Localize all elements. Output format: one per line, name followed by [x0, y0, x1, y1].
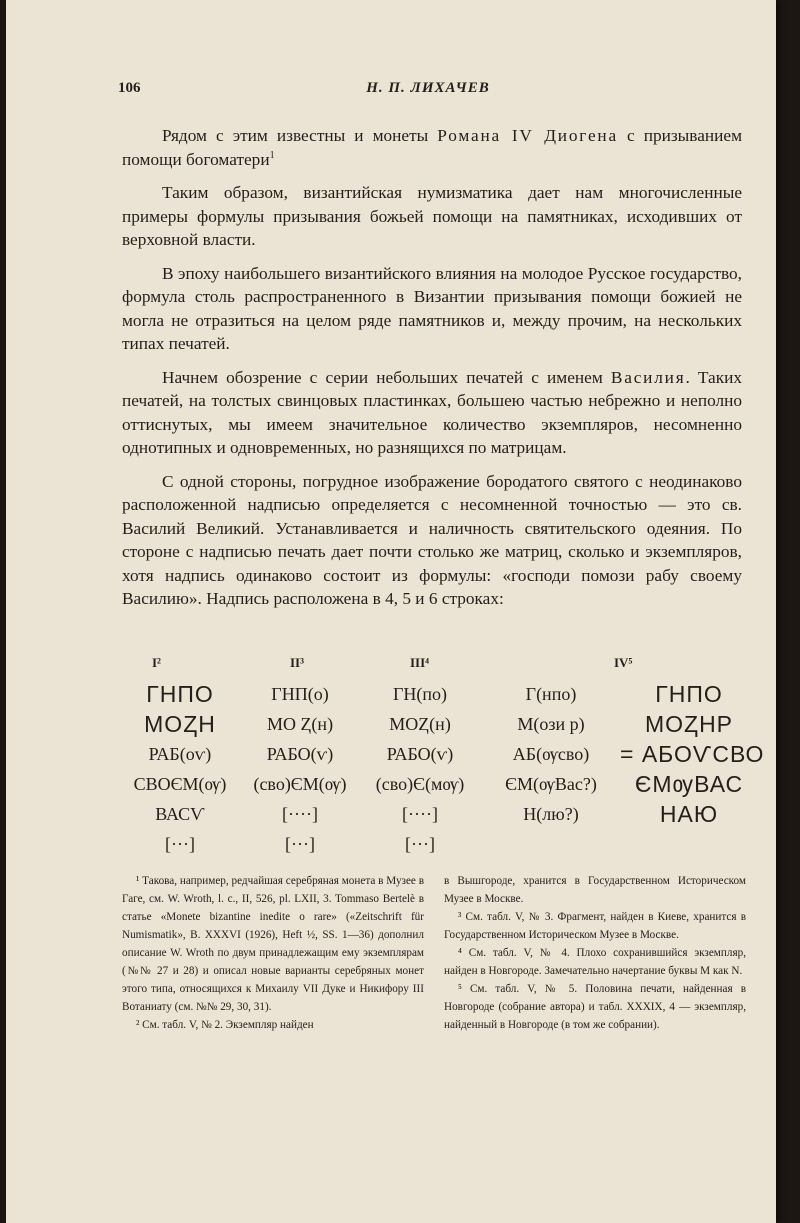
- footnote-3: ³ См. табл. V, № 3. Фрагмент, найден в Киеве, хранится в Государственном Историческом Музее в Москве.: [444, 911, 746, 941]
- inscription-line: МОⱫН: [144, 711, 216, 737]
- inscription-line: [···]: [285, 834, 315, 854]
- footnote-4: ⁴ См. табл. V, № 4. Плохо сохранившийся экземпляр, найден в Новгороде. Замечательно начертание буквы М как N.: [444, 947, 746, 977]
- paragraph-1: [122, 124, 742, 171]
- footnote-2: ² См. табл. V, № 2. Экземпляр найден: [136, 1019, 314, 1031]
- book-page: [6, 0, 776, 1223]
- footnotes-right-column: [444, 872, 746, 1034]
- inscription-line: СВОЄМ(ѹ): [133, 774, 227, 794]
- inscription-line: МОⱫ(н): [389, 714, 451, 734]
- inscription-line: РАБО(ѵ): [386, 744, 454, 764]
- inscription-line: МО Ⱬ(н): [266, 714, 334, 734]
- paragraph-1-text: Рядом с этим известны и монеты: [162, 126, 438, 145]
- inscription-line: ЄМ(ѹВас?): [505, 774, 597, 794]
- footnote-1: ¹ Такова, например, редчайшая серебряная монета в Музее в Гаге, см. W. Wroth, l. c., II, 526, pl. LXII, 3. Tommaso Bertelè в статье «Monete bizantine inedite o rare» («Zeitschrift für Numismatik», B. XXXVI (1926), Heft ½, SS. 1—36) дополнил описание W. Wroth по двум принадлежащим ему экземплярам (№№ 27 и 28) и описал новые варианты серебряных монет этого типа, относящихся к Михаилу VII Дуке и Никифору III Вотаниату (см. №№ 29, 30, 31).: [122, 875, 424, 1013]
- inscription-line: Н(лю?): [523, 804, 579, 824]
- footnote-5: ⁵ См. табл. V, № 5. Половина печати, найденная в Новгороде (собрание автора) и табл. XXXIX, 4 — экземпляр, найденный в Новгороде (в том же собрании).: [444, 983, 746, 1031]
- column-header-4: IV⁵: [614, 655, 633, 670]
- main-text: [122, 124, 742, 621]
- inscription-column-4b: [620, 679, 765, 829]
- inscription-line: ЄМѹВАС: [634, 771, 744, 797]
- inscription-line: ГНПО: [146, 681, 214, 707]
- column-header-2: II³: [290, 655, 305, 670]
- inscription-line: АБ(ѹсво): [512, 744, 590, 764]
- inscription-line: [····]: [402, 804, 438, 824]
- paragraph-1-text-end: с призыванием помощи богоматери: [122, 126, 743, 169]
- inscription-line: НАЮ: [659, 801, 719, 827]
- inscription-line: РАБО(ѵ): [266, 744, 334, 764]
- inscription-table: [122, 655, 765, 855]
- emphasized-name: Василия: [610, 367, 686, 387]
- inscription-line: [···]: [405, 834, 435, 854]
- inscription-column-2: [242, 679, 358, 859]
- inscription-line: РАБ(оѵ): [148, 744, 212, 764]
- footnote-2-continued: в Вышгороде, хранится в Государственном Историческом Музее в Москве.: [444, 875, 746, 905]
- inscription-line: ГНП(о): [271, 684, 329, 704]
- inscription-line: М(ози р): [517, 714, 585, 734]
- footnotes-left-column: [122, 872, 424, 1034]
- page-header: [118, 80, 738, 104]
- inscription-line: (сво)ЄМ(ѹ): [253, 774, 347, 794]
- inscription-column-3: [362, 679, 478, 859]
- inscription-line: Г(нпо): [525, 684, 577, 704]
- paragraph-3: В эпоху наибольшего византийского влияния на молодое Русское государство, формула столь распространенного в Византии призывания помощи божией не могла не отразиться на целом ряде памятников и, между прочим, на нескольких типах печатей.: [122, 263, 742, 353]
- page-number: 106: [118, 80, 141, 96]
- paragraph-5: С одной стороны, погрудное изображение бородатого святого с неодинаково расположенной надписью определяется с несомненной точностью — это св. Василий Великий. Устанавливается и наличность святительского одеяния. По стороне с надписью печать дает почти столько же матриц, сколько и экземпляров, хотя надпись одинаково состоит из формулы: «господи помози рабу своему Василию». Надпись расположена в 4, 5 и 6 строках:: [122, 471, 742, 608]
- column-header-1: I²: [152, 655, 161, 670]
- inscription-line: ВАСѴ: [155, 804, 205, 824]
- footnote-ref-1: 1: [269, 149, 275, 161]
- running-title: Н. П. ЛИХАЧЕВ: [366, 80, 490, 96]
- inscription-line: [···]: [165, 834, 195, 854]
- inscription-column-1: [122, 679, 238, 859]
- inscription-line: = АБОѴСВО: [620, 741, 765, 767]
- inscription-column-4a: [486, 679, 616, 829]
- paragraph-2: Таким образом, византийская нумизматика дает нам многочисленные примеры формулы призывания божьей помощи на памятниках, исходивших от верховной власти.: [122, 183, 742, 249]
- inscription-line: ГН(по): [392, 684, 448, 704]
- emphasized-name: Романа IV Диогена: [437, 126, 618, 145]
- inscription-line: МОⱫНР: [644, 711, 734, 737]
- inscription-line: ГНПО: [655, 681, 723, 707]
- column-header-3: III⁴: [410, 655, 430, 670]
- paragraph-4: [122, 366, 742, 460]
- paragraph-4-text: Начнем обозрение с серии небольших печатей с именем: [162, 367, 611, 387]
- inscription-line: [····]: [282, 804, 318, 824]
- paragraph-4-text-end: . Таких печатей, на толстых свинцовых пластинках, большею частью небрежно и неполно оттиснутых, мы имеем значительное количество экземпляров, несомненно однотипных и одновременных, но разнящихся по матрицам.: [122, 367, 742, 457]
- inscription-line: (сво)Є(мѹ): [375, 774, 465, 794]
